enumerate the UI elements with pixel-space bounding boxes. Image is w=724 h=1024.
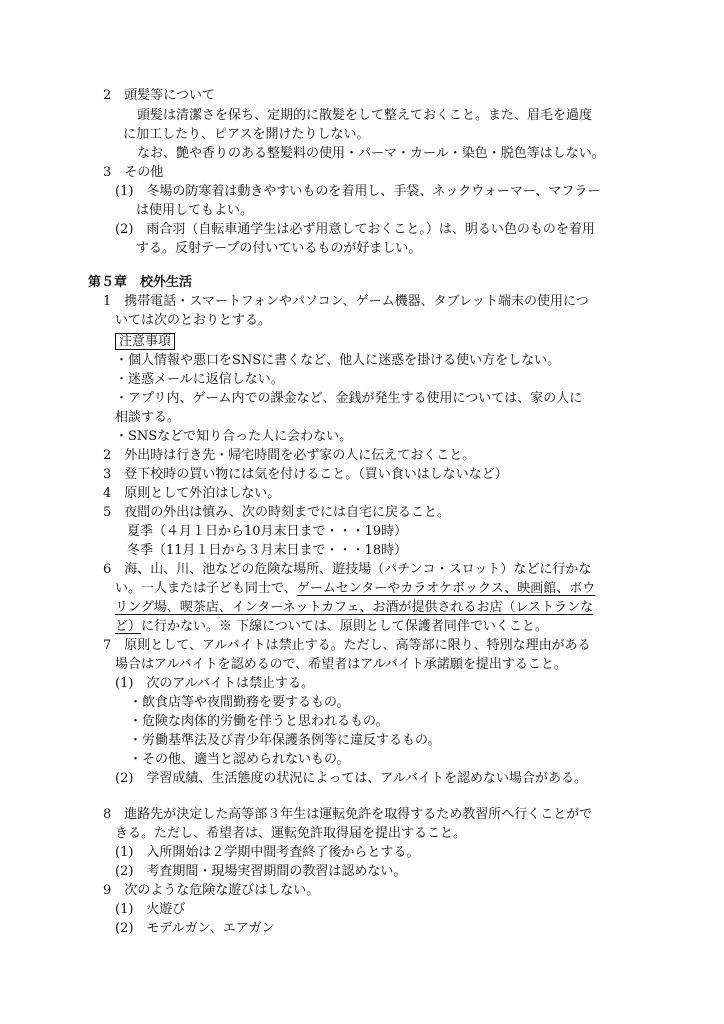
notice-label: 注意事項	[115, 333, 175, 350]
item7-sub: (1) 次のアルバイトは禁止する。	[115, 676, 314, 691]
item7-line: 7 原則として、アルバイトは禁止する。ただし、高等部に限り、特別な理由がある	[103, 638, 591, 653]
item8-line: 8 進路先が決定した高等部３年生は運転免許を取得するため教習所へ行くことがで	[103, 807, 593, 822]
notice-label-box	[115, 333, 175, 351]
item6-line	[115, 599, 593, 617]
item8-sub: (2) 考査期間・現場実習期間の教習は認めない。	[115, 864, 407, 879]
other-item-line: (2) 雨合羽（自転車通学生は必ず用意しておくこと。）は、明るい色のものを着用	[115, 222, 595, 237]
item9-line: 9 次のような危険な遊びはしない。	[103, 883, 320, 898]
item5-summer: 夏季（４月１日から10月末日まで・・・19時）	[127, 524, 408, 539]
item1-line: いては次のとおりとする。	[115, 313, 272, 328]
hair-section-title: 2 頭髪等について	[103, 88, 216, 103]
item6-underlined-text: ど）	[115, 619, 142, 634]
item6-underlined-text: リング場、喫茶店、インターネットカフェ、お酒が提供されるお店（レストランな	[115, 600, 594, 615]
item6-text: い。一人または子ども同士で、	[115, 581, 297, 596]
notice-item: ・SNSなどで知り合った人に会わない。	[115, 429, 353, 444]
hair-paragraph-line: なお、艶や香りのある整髪料の使用・パーマ・カール・染色・脱色等はしない。	[137, 146, 605, 161]
item7-sub-item: ・その他、適当と認められないもの。	[129, 752, 350, 767]
item6-line	[115, 618, 548, 636]
other-section-title: 3 その他	[103, 165, 164, 180]
item8-sub: (1) 入所開始は２学期中間考査終了後からとする。	[115, 845, 420, 860]
other-item-line: する。反射テープの付いているものが好ましい。	[136, 241, 422, 256]
item6-underlined-text: ゲームセンターやカラオケボックス、映画館、ボウ	[296, 581, 596, 596]
notice-item: ・個人情報や悪口をSNSに書くなど、他人に迷惑を掛ける使い方をしない。	[115, 353, 561, 368]
item7-sub-item: ・飲食店等や夜間勤務を要するもの。	[129, 695, 350, 710]
item8-line: きる。ただし、希望者は、運転免許取得届を提出すること。	[115, 826, 467, 841]
item7-line: 場合はアルバイトを認めるので、希望者はアルバイト承諾願を提出すること。	[115, 657, 567, 672]
item5-winter: 冬季（11月１日から３月末日まで・・・18時）	[127, 543, 408, 558]
item1-line: 1 携帯電話・スマートフォンやパソコン、ゲーム機器、タブレット端末の使用につ	[103, 294, 589, 309]
notice-item: 相談する。	[115, 410, 181, 425]
other-item-line: は使用してもよい。	[136, 203, 254, 218]
item5-line: 5 夜間の外出は慎み、次の時刻までには自宅に戻ること。	[103, 505, 451, 520]
item9-sub: (1) 火遊び	[115, 902, 186, 917]
item7-sub-item: ・労働基準法及び青少年保護条例等に違反するもの。	[129, 733, 441, 748]
item2-line: 2 外出時は行き先・帰宅時間を必ず家の人に伝えておくこと。	[103, 448, 476, 463]
chapter-heading: 第５章 校外生活	[88, 275, 193, 290]
item7-sub: (2) 学習成績、生活態度の状況によっては、アルバイトを認めない場合がある。	[115, 771, 587, 786]
item6-text: に行かない。※ 下線については、原則として保護者同伴でいくこと。	[141, 619, 548, 634]
item3-line: 3 登下校時の買い物には気を付けること。（買い食いはしないなど）	[103, 467, 508, 482]
item9-sub: (2) モデルガン、エアガン	[115, 921, 275, 936]
item7-sub-item: ・危険な肉体的労働を伴うと思われるもの。	[129, 714, 389, 729]
notice-item: ・アプリ内、ゲーム内での課金など、金銭が発生する使用については、家の人に	[115, 391, 583, 406]
item6-line: 6 海、山、川、池などの危険な場所、遊技場（パチンコ・スロット）などに行かな	[103, 562, 592, 577]
other-item-line: (1) 冬場の防寒着は動きやすいものを着用し、手袋、ネックウォーマー、マフラー	[115, 184, 601, 199]
hair-paragraph-line: 頭髪は清潔さを保ち、定期的に散髪をして整えておくこと。また、眉毛を過度	[137, 108, 593, 123]
hair-paragraph-line: に加工したり、ピアスを開けたりしない。	[123, 127, 370, 142]
item4-line: 4 原則として外泊はしない。	[103, 486, 281, 501]
item6-line	[115, 580, 595, 598]
notice-item: ・迷惑メールに返信しない。	[115, 372, 284, 387]
